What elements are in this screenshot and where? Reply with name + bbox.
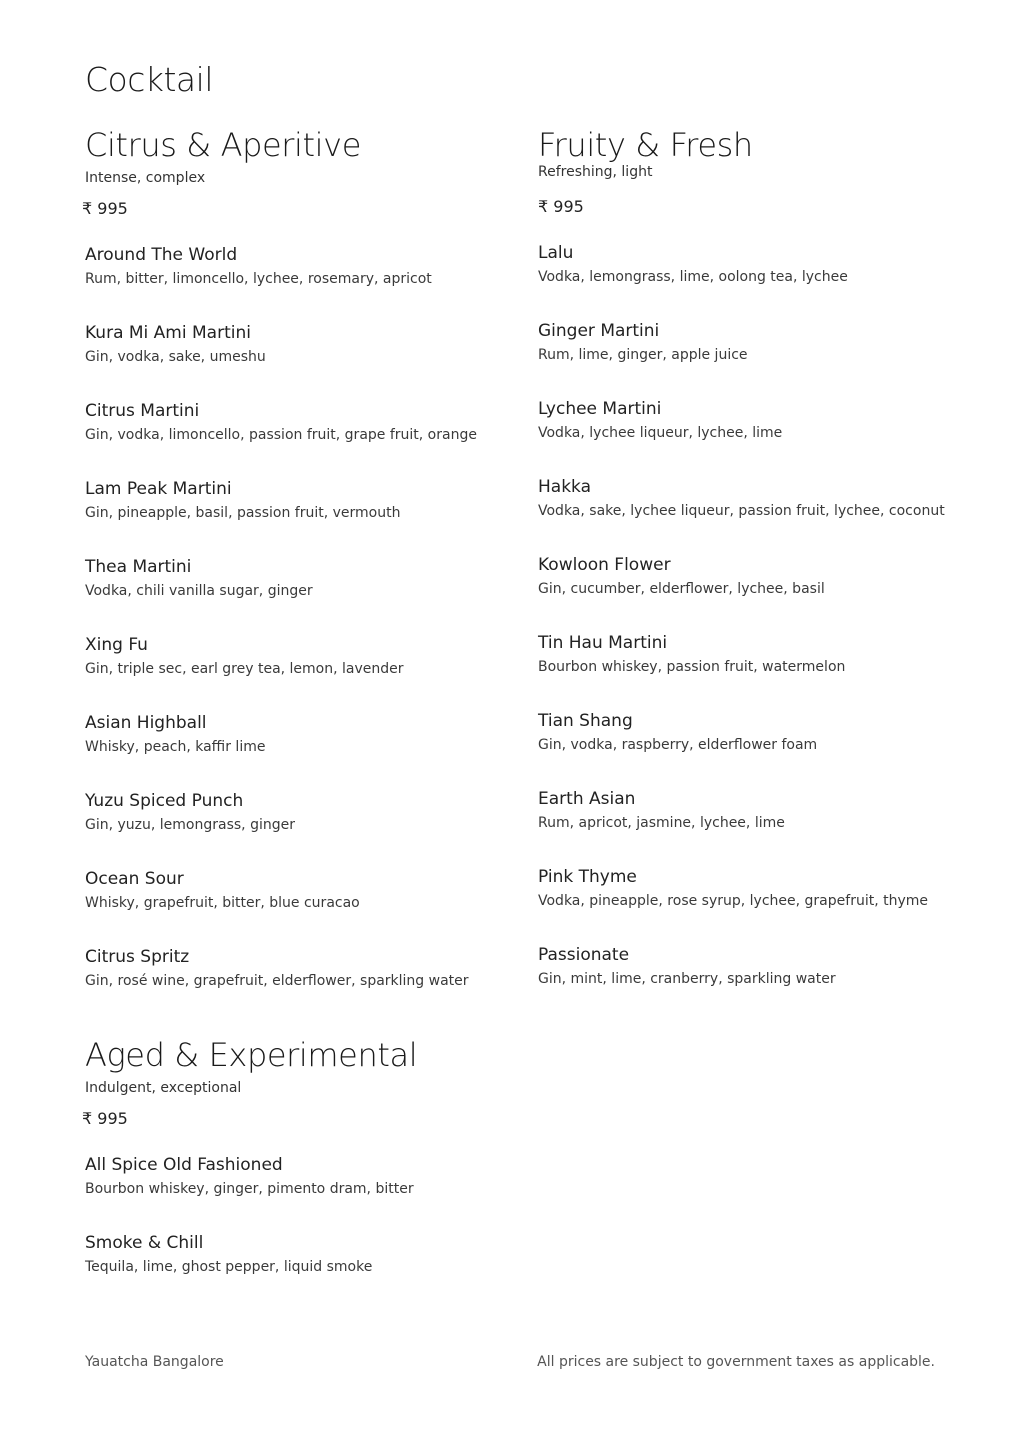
- menu-item: [85, 634, 477, 712]
- menu-item: [538, 242, 945, 320]
- menu-item: [85, 790, 477, 868]
- footer-venue-name: Yauatcha Bangalore: [85, 1354, 224, 1370]
- menu-item: [538, 788, 945, 866]
- item-name: Smoke & Chill: [85, 1233, 204, 1253]
- section-title: Aged & Experimental: [85, 1036, 418, 1074]
- menu-item: [85, 712, 477, 790]
- section-subtitle: Indulgent, exceptional: [85, 1080, 242, 1096]
- item-name: All Spice Old Fashioned: [85, 1155, 283, 1175]
- item-description: Vodka, sake, lychee liqueur, passion fruit, lychee, coconut: [538, 503, 945, 519]
- item-description: Vodka, lemongrass, lime, oolong tea, lychee: [538, 269, 848, 285]
- item-description: Bourbon whiskey, passion fruit, watermelon: [538, 659, 846, 675]
- item-name: Earth Asian: [538, 789, 636, 809]
- item-name: Kura Mi Ami Martini: [85, 323, 251, 343]
- item-description: Whisky, peach, kaffir lime: [85, 739, 266, 755]
- item-description: Gin, yuzu, lemongrass, ginger: [85, 817, 295, 833]
- item-name: Around The World: [85, 245, 238, 265]
- section-price: ₹ 995: [82, 199, 128, 218]
- menu-item: [85, 556, 477, 634]
- item-name: Kowloon Flower: [538, 555, 671, 575]
- item-description: Gin, vodka, sake, umeshu: [85, 349, 266, 365]
- section-aged-experimental: [82, 1035, 418, 1310]
- section-citrus-aperitive: [82, 125, 477, 1024]
- item-name: Tin Hau Martini: [538, 633, 668, 653]
- menu-item: [85, 1232, 417, 1310]
- menu-item: [85, 244, 477, 322]
- item-name: Citrus Spritz: [85, 947, 190, 967]
- item-name: Ginger Martini: [538, 321, 660, 341]
- menu-item: [538, 944, 945, 1022]
- menu-item: [538, 476, 945, 554]
- item-description: Vodka, lychee liqueur, lychee, lime: [538, 425, 783, 441]
- page-title: Cocktail: [85, 60, 213, 99]
- menu-item: [85, 478, 477, 556]
- item-list: [85, 244, 477, 1024]
- section-title: Citrus & Aperitive: [85, 126, 361, 164]
- menu-item: [85, 322, 477, 400]
- section-fruity-fresh: [538, 125, 945, 1022]
- footer-tax-note: All prices are subject to government taxes as applicable.: [537, 1354, 935, 1370]
- item-name: Yuzu Spiced Punch: [85, 791, 244, 811]
- item-description: Whisky, grapefruit, bitter, blue curacao: [85, 895, 360, 911]
- menu-item: [538, 554, 945, 632]
- menu-item: [85, 400, 477, 478]
- item-description: Vodka, pineapple, rose syrup, lychee, grapefruit, thyme: [538, 893, 928, 909]
- item-name: Hakka: [538, 477, 592, 497]
- item-name: Lam Peak Martini: [85, 479, 232, 499]
- section-title: Fruity & Fresh: [538, 126, 753, 164]
- section-price: ₹ 995: [538, 197, 584, 216]
- item-name: Lychee Martini: [538, 399, 662, 419]
- item-name: Asian Highball: [85, 713, 207, 733]
- menu-item: [538, 866, 945, 944]
- item-description: Gin, pineapple, basil, passion fruit, vermouth: [85, 505, 401, 521]
- menu-item: [85, 868, 477, 946]
- item-description: Rum, bitter, limoncello, lychee, rosemary, apricot: [85, 271, 432, 287]
- item-name: Xing Fu: [85, 635, 148, 655]
- item-name: Thea Martini: [85, 557, 192, 577]
- item-name: Passionate: [538, 945, 630, 965]
- item-description: Vodka, chili vanilla sugar, ginger: [85, 583, 313, 599]
- menu-item: [538, 710, 945, 788]
- item-name: Tian Shang: [538, 711, 633, 731]
- item-name: Pink Thyme: [538, 867, 637, 887]
- section-price: ₹ 995: [82, 1109, 128, 1128]
- item-description: Gin, cucumber, elderflower, lychee, basil: [538, 581, 825, 597]
- item-name: Citrus Martini: [85, 401, 200, 421]
- item-description: Gin, rosé wine, grapefruit, elderflower, sparkling water: [85, 973, 469, 989]
- item-list: [538, 242, 945, 1022]
- menu-item: [538, 398, 945, 476]
- item-description: Tequila, lime, ghost pepper, liquid smoke: [85, 1259, 373, 1275]
- item-description: Rum, apricot, jasmine, lychee, lime: [538, 815, 785, 831]
- item-name: Lalu: [538, 243, 574, 263]
- item-name: Ocean Sour: [85, 869, 184, 889]
- menu-item: [85, 1154, 417, 1232]
- item-description: Gin, vodka, limoncello, passion fruit, grape fruit, orange: [85, 427, 477, 443]
- menu-item: [538, 632, 945, 710]
- menu-item: [85, 946, 477, 1024]
- item-list: [85, 1154, 417, 1310]
- item-description: Gin, mint, lime, cranberry, sparkling water: [538, 971, 836, 987]
- section-subtitle: Refreshing, light: [538, 164, 653, 180]
- item-description: Gin, vodka, raspberry, elderflower foam: [538, 737, 818, 753]
- item-description: Bourbon whiskey, ginger, pimento dram, bitter: [85, 1181, 414, 1197]
- section-subtitle: Intense, complex: [85, 170, 206, 186]
- item-description: Gin, triple sec, earl grey tea, lemon, lavender: [85, 661, 404, 677]
- item-description: Rum, lime, ginger, apple juice: [538, 347, 748, 363]
- menu-item: [538, 320, 945, 398]
